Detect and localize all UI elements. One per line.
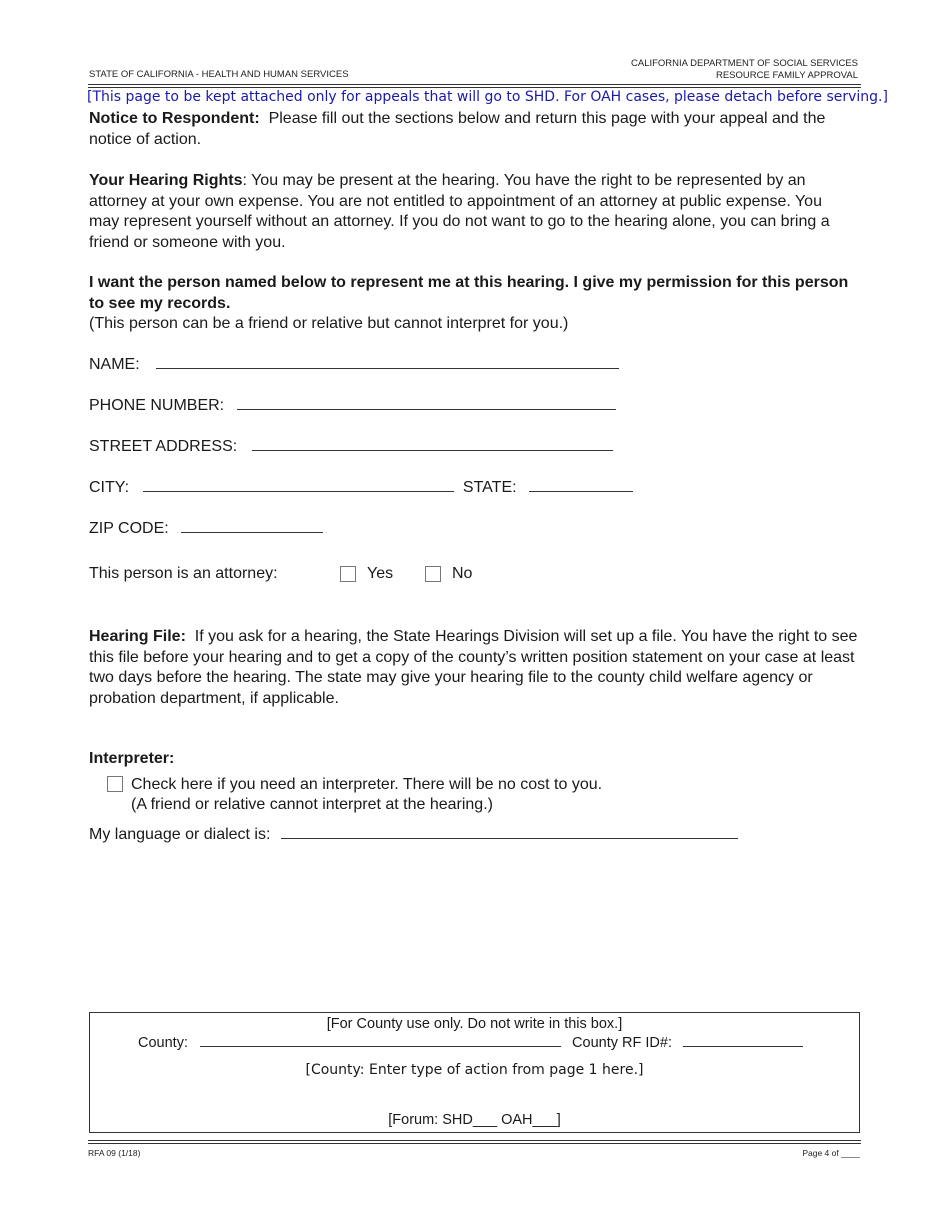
state-input-line[interactable] bbox=[529, 478, 633, 492]
attorney-no-label: No bbox=[452, 565, 473, 582]
form-id: RFA 09 (1/18) bbox=[88, 1148, 141, 1158]
county-rf-input-line[interactable] bbox=[683, 1035, 803, 1047]
representative-statement: I want the person named below to represent me at this hearing. I give my permission for this person to see my records. bbox=[89, 274, 849, 312]
attorney-yes-checkbox[interactable] bbox=[340, 566, 356, 582]
interpreter-check-note: (A friend or relative cannot interpret at the hearing.) bbox=[131, 796, 493, 813]
county-action-note: [County: Enter type of action from page 1 here.] bbox=[305, 1062, 644, 1078]
header-rule-top bbox=[88, 84, 861, 85]
county-row bbox=[138, 1035, 803, 1051]
representative-note: (This person can be a friend or relative but cannot interpret for you.) bbox=[89, 315, 569, 332]
state-label: STATE: bbox=[462, 479, 517, 496]
page-number: Page 4 of ____ bbox=[802, 1148, 860, 1158]
phone-label: PHONE NUMBER: bbox=[89, 397, 225, 414]
forum-line: [Forum: SHD___ OAH___] bbox=[388, 1112, 561, 1128]
interpreter-heading: Interpreter: bbox=[89, 750, 175, 767]
attorney-yes-label: Yes bbox=[367, 565, 394, 582]
header-agency-left: STATE OF CALIFORNIA - HEALTH AND HUMAN SERVICES bbox=[89, 69, 349, 80]
interpreter-checkbox[interactable] bbox=[107, 776, 123, 792]
hearing-file-paragraph bbox=[89, 627, 864, 709]
city-label: CITY: bbox=[89, 479, 130, 496]
header-program: RESOURCE FAMILY APPROVAL bbox=[715, 70, 858, 81]
name-field-row bbox=[89, 355, 619, 374]
rights-paragraph bbox=[89, 171, 849, 253]
hearing-file-label: Hearing File: bbox=[89, 628, 186, 645]
name-input-line[interactable] bbox=[156, 355, 619, 369]
street-field-row bbox=[89, 437, 613, 456]
county-rf-label: County RF ID#: bbox=[572, 1035, 672, 1051]
zip-field-row bbox=[89, 519, 323, 538]
rights-text: : You may be present at the hearing. You have the right to be represented by an attorney at your own expense. You are not entitled to appointment of an attorney at public expense. You may represent yourself without an attorney. If you do not want to go to the hearing alone, you can bring a friend or someone with you. bbox=[89, 172, 830, 251]
zip-label: ZIP CODE: bbox=[89, 520, 169, 537]
footer-rule-bottom bbox=[88, 1143, 861, 1144]
notice-text: Please fill out the sections below and return this page with your appeal and the notice of action. bbox=[89, 110, 826, 148]
interpreter-check-text: Check here if you need an interpreter. There will be no cost to you. bbox=[131, 776, 603, 793]
attach-note: [This page to be kept attached only for appeals that will go to SHD. For OAH cases, please detach before serving.] bbox=[87, 89, 888, 105]
notice-label: Notice to Respondent: bbox=[89, 110, 260, 127]
street-label: STREET ADDRESS: bbox=[89, 438, 238, 455]
city-input-line[interactable] bbox=[143, 478, 454, 492]
phone-field-row bbox=[89, 396, 616, 415]
city-state-row bbox=[89, 478, 633, 497]
notice-paragraph bbox=[89, 109, 869, 150]
hearing-file-text: If you ask for a hearing, the State Hearings Division will set up a file. You have the right to see this file before your hearing and to get a copy of the county’s written position statement on your case at least two days before the hearing. The state may give your hearing file to the county child welfare agency or probation department, if applicable. bbox=[89, 628, 858, 707]
zip-input-line[interactable] bbox=[181, 519, 323, 533]
footer-rule-top bbox=[88, 1140, 861, 1141]
county-input-line[interactable] bbox=[200, 1035, 561, 1047]
street-input-line[interactable] bbox=[252, 437, 613, 451]
language-label: My language or dialect is: bbox=[89, 826, 271, 843]
header-department: CALIFORNIA DEPARTMENT OF SOCIAL SERVICES bbox=[631, 58, 858, 69]
county-box-title: [For County use only. Do not write in this box.] bbox=[326, 1016, 623, 1032]
name-label: NAME: bbox=[89, 356, 140, 373]
attorney-label: This person is an attorney: bbox=[89, 565, 278, 582]
attorney-no-checkbox[interactable] bbox=[425, 566, 441, 582]
rights-label: Your Hearing Rights bbox=[89, 172, 243, 189]
language-row bbox=[89, 825, 738, 844]
language-input-line[interactable] bbox=[281, 825, 738, 839]
phone-input-line[interactable] bbox=[237, 396, 616, 410]
representative-paragraph bbox=[89, 273, 864, 335]
header-rule-bottom bbox=[88, 87, 861, 88]
county-label: County: bbox=[138, 1035, 188, 1051]
